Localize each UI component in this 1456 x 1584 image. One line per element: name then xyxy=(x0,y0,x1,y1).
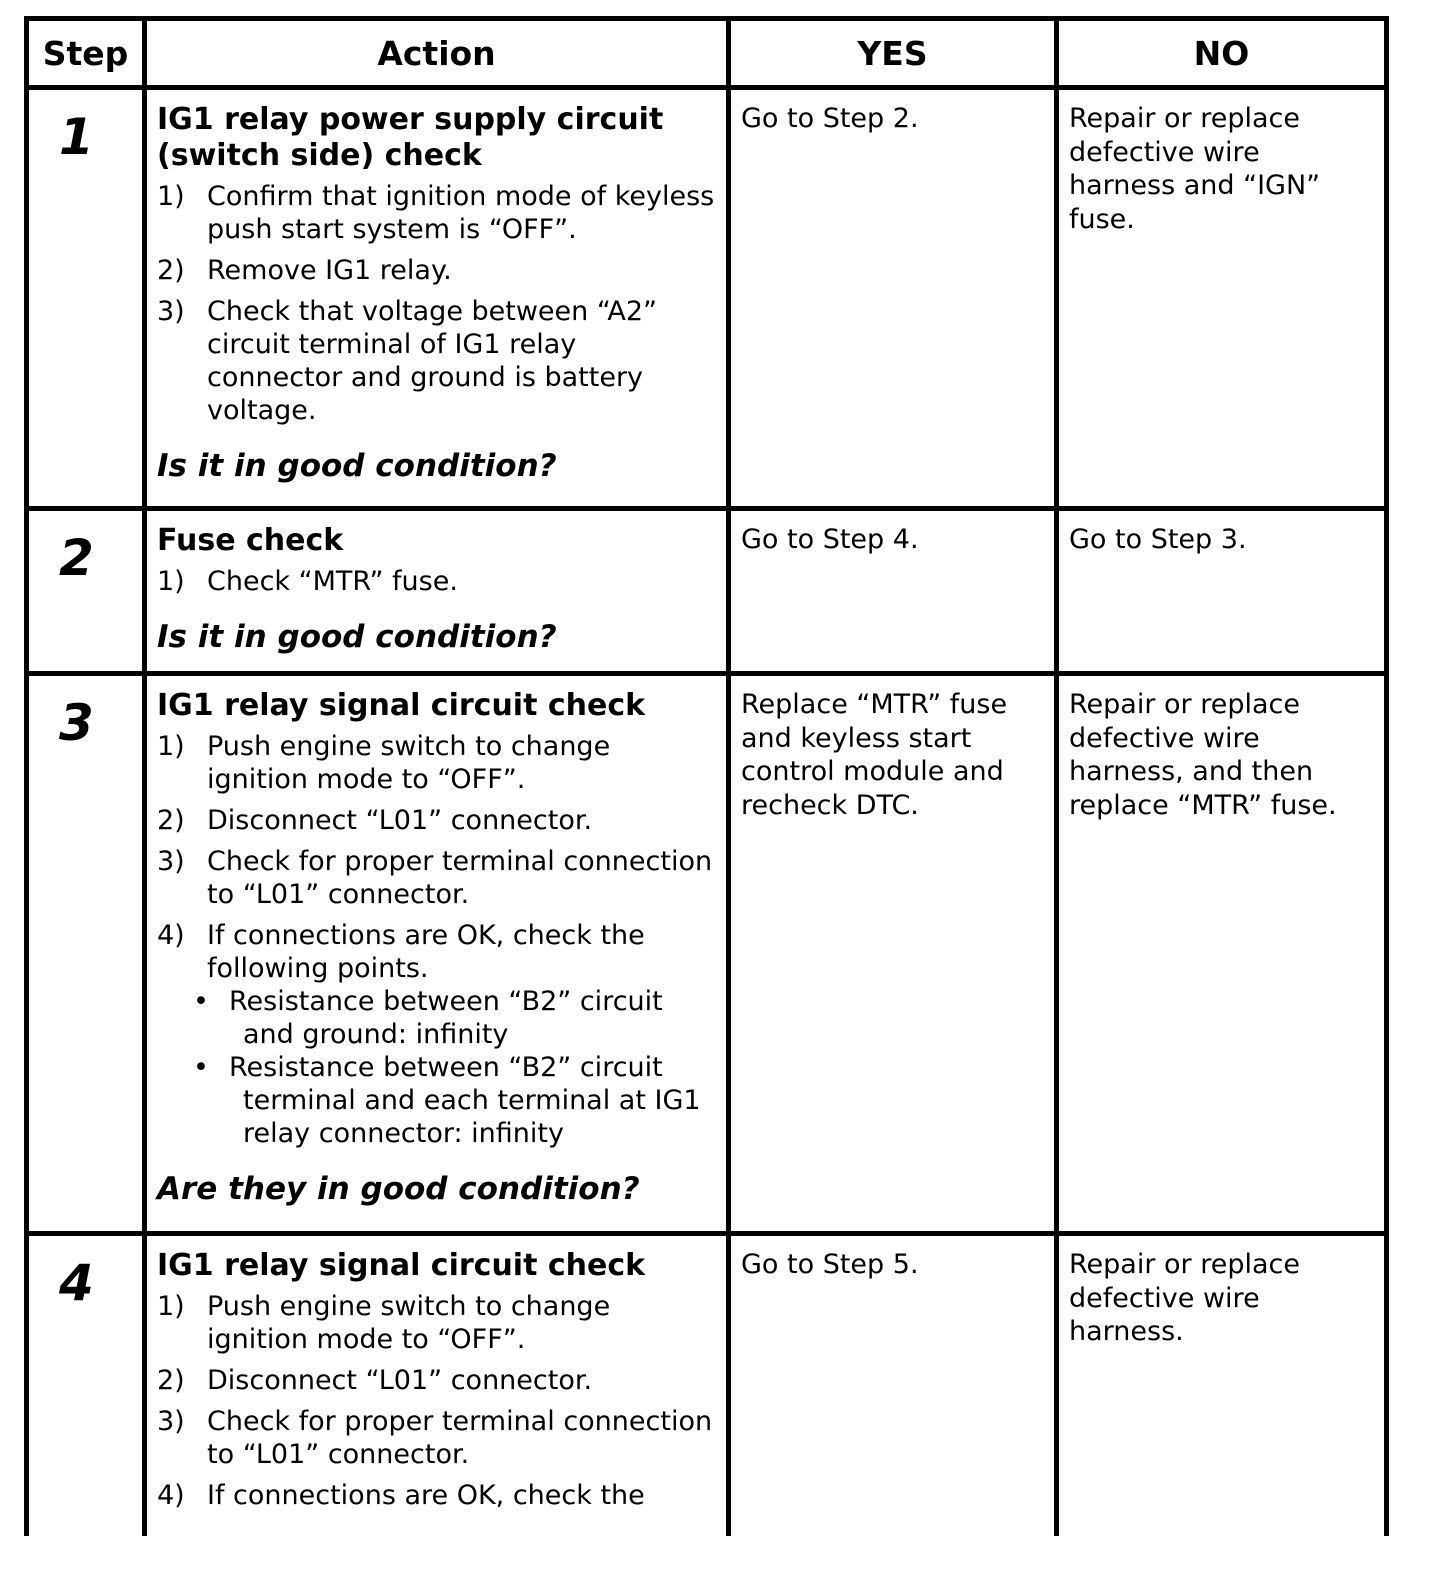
procedure-number: 3) xyxy=(157,296,185,327)
procedure-item xyxy=(157,804,716,837)
procedure-item xyxy=(157,1364,716,1397)
table-row xyxy=(27,509,1387,674)
yes-text: Go to Step 2. xyxy=(741,103,919,134)
procedure-number: 2) xyxy=(157,255,185,286)
action-cell xyxy=(145,674,729,1234)
step-number: 1 xyxy=(59,108,94,166)
procedure-number: 2) xyxy=(157,805,185,836)
bullet-item xyxy=(193,985,716,1051)
procedure-text: If connections are OK, check the xyxy=(207,1480,645,1511)
procedure-text: Push engine switch to change ignition mode to “OFF”. xyxy=(207,731,611,795)
action-title-line: (switch side) check xyxy=(157,138,482,173)
procedure-item xyxy=(157,1405,716,1471)
procedure-number: 4) xyxy=(157,1480,185,1511)
procedure-list xyxy=(157,565,716,598)
step-cell xyxy=(27,509,145,674)
procedure-text: Push engine switch to change ignition mode to “OFF”. xyxy=(207,1291,611,1355)
step-cell xyxy=(27,1234,145,1537)
no-cell xyxy=(1057,88,1387,509)
step-number: 2 xyxy=(59,529,94,587)
step-number: 3 xyxy=(59,694,94,752)
header-step: Step xyxy=(27,19,145,88)
no-text: Repair or replace defective wire harness and “IGN” fuse. xyxy=(1069,103,1321,235)
step-cell xyxy=(27,674,145,1234)
condition-question: Is it in good condition? xyxy=(157,448,557,484)
yes-cell xyxy=(729,1234,1057,1537)
yes-text: Go to Step 4. xyxy=(741,524,919,555)
no-text: Repair or replace defective wire harness, and then replace “MTR” fuse. xyxy=(1069,689,1337,821)
bullet-icon: • xyxy=(193,1052,209,1083)
table-row xyxy=(27,1234,1387,1537)
procedure-number: 3) xyxy=(157,1406,185,1437)
procedure-text: Disconnect “L01” connector. xyxy=(207,805,593,836)
table-row xyxy=(27,674,1387,1234)
bullet-item xyxy=(193,1051,716,1150)
procedure-text: Disconnect “L01” connector. xyxy=(207,1365,593,1396)
step-number: 4 xyxy=(59,1254,94,1312)
procedure-number: 2) xyxy=(157,1365,185,1396)
procedure-list xyxy=(157,180,716,427)
action-title: IG1 relay signal circuit check xyxy=(157,1248,646,1283)
procedure-number: 3) xyxy=(157,846,185,877)
bullet-list xyxy=(193,985,716,1150)
procedure-item xyxy=(157,295,716,427)
procedure-item xyxy=(157,730,716,796)
header-no: NO xyxy=(1057,19,1387,88)
procedure-item xyxy=(157,845,716,911)
procedure-text: Check that voltage between “A2” circuit terminal of IG1 relay connector and ground is battery voltage. xyxy=(207,296,657,426)
procedure-number: 1) xyxy=(157,1291,185,1322)
action-cell xyxy=(145,1234,729,1537)
condition-question: Are they in good condition? xyxy=(157,1171,640,1207)
procedure-number: 1) xyxy=(157,181,185,212)
no-text: Go to Step 3. xyxy=(1069,524,1247,555)
procedure-list xyxy=(157,1290,716,1512)
procedure-item xyxy=(157,180,716,246)
procedure-text: Check for proper terminal connection to “L01” connector. xyxy=(207,846,713,910)
action-title-line: IG1 relay power supply circuit xyxy=(157,102,664,137)
bullet-text: Resistance between “B2” circuit and ground: infinity xyxy=(229,986,663,1050)
procedure-text: Remove IG1 relay. xyxy=(207,255,452,286)
procedure-item xyxy=(157,565,716,598)
procedure-item xyxy=(157,254,716,287)
no-cell xyxy=(1057,1234,1387,1537)
header-row xyxy=(27,19,1387,88)
condition-question: Is it in good condition? xyxy=(157,619,557,655)
bullet-icon: • xyxy=(193,986,209,1017)
table-row xyxy=(27,88,1387,509)
yes-cell xyxy=(729,509,1057,674)
troubleshooting-table xyxy=(24,16,1389,1536)
step-cell xyxy=(27,88,145,509)
no-cell xyxy=(1057,674,1387,1234)
procedure-number: 1) xyxy=(157,566,185,597)
header-yes: YES xyxy=(729,19,1057,88)
yes-cell xyxy=(729,88,1057,509)
procedure-text: Confirm that ignition mode of keyless push start system is “OFF”. xyxy=(207,181,715,245)
action-cell xyxy=(145,509,729,674)
action-title xyxy=(157,102,716,174)
yes-cell xyxy=(729,674,1057,1234)
procedure-number: 1) xyxy=(157,731,185,762)
action-title: IG1 relay signal circuit check xyxy=(157,688,646,723)
no-cell xyxy=(1057,509,1387,674)
procedure-text: If connections are OK, check the following points. xyxy=(207,920,645,984)
procedure-text: Check “MTR” fuse. xyxy=(207,566,458,597)
procedure-list xyxy=(157,730,716,1150)
action-title: Fuse check xyxy=(157,523,344,558)
no-text: Repair or replace defective wire harness. xyxy=(1069,1249,1300,1347)
procedure-text: Check for proper terminal connection to “L01” connector. xyxy=(207,1406,713,1470)
procedure-item xyxy=(157,1290,716,1356)
bullet-text: Resistance between “B2” circuit terminal and each terminal at IG1 relay connector: infinity xyxy=(229,1052,701,1149)
procedure-item xyxy=(157,919,716,1150)
action-cell xyxy=(145,88,729,509)
procedure-item xyxy=(157,1479,716,1512)
yes-text: Go to Step 5. xyxy=(741,1249,919,1280)
header-action: Action xyxy=(145,19,729,88)
yes-text: Replace “MTR” fuse and keyless start control module and recheck DTC. xyxy=(741,689,1008,821)
procedure-number: 4) xyxy=(157,920,185,951)
